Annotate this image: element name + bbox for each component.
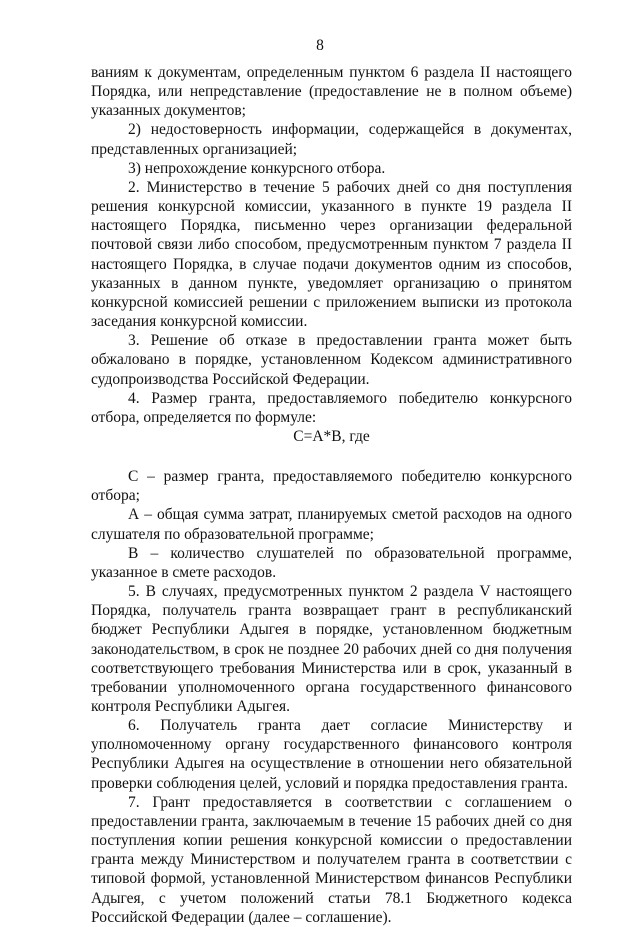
paragraph-clause-4: 4. Размер гранта, предоставляемого победителю конкурсного отбора, определяется по формуле:: [91, 389, 572, 426]
paragraph-clause-3: 3. Решение об отказе в предоставлении гранта может быть обжаловано в порядке, установленном Кодексом административного судопроизводства Российской Федерации.: [91, 332, 572, 388]
paragraph-clause-6: 6. Получатель гранта дает согласие Министерству и уполномоченному органу государственного финансового контроля Республики Адыгея на осуществление в отношении него обязательной проверки соблюдения целей, условий и порядка предоставления гранта.: [91, 717, 572, 792]
paragraph-clause-5: 5. В случаях, предусмотренных пунктом 2 раздела V настоящего Порядка, получатель гранта возвращает грант в республиканский бюджет Республики Адыгея в порядке, установленном бюджетным законодательством, в срок не позднее 20 рабочих дней со дня получения соответствующего требования Министерства или в срок, указанный в требовании уполномоченного органа государственного финансового контроля Республики Адыгея.: [91, 583, 572, 715]
paragraph-item-2-invalid-info: 2) недостоверность информации, содержащейся в документах, представленных организацией;: [91, 121, 572, 158]
paragraph-clause-7: 7. Грант предоставляется в соответствии с соглашением о предоставлении гранта, заключаемым в течение 15 рабочих дней со дня поступления копии решения конкурсной комиссии о предоставлении гранта между Министерством и получателем гранта в соответствии с типовой формой, установленной Министерством финансов Республики Адыгея, с учетом положений статьи 78.1 Бюджетного кодекса Российской Федерации (далее – соглашение).: [91, 793, 572, 926]
paragraph-continuation: ваниям к документам, определенным пунктом 6 раздела II настоящего Порядка, или непредставление (предоставление не в полном объеме) указанных документов;: [91, 64, 572, 120]
paragraph-item-3-selection-failed: 3) непрохождение конкурсного отбора.: [128, 159, 386, 177]
document-body: [91, 63, 572, 927]
paragraph-clause-2: 2. Министерство в течение 5 рабочих дней со дня поступления решения конкурсной комиссии, указанного в пункте 19 раздела II настоящего Порядка, письменно через организации федеральной почтовой связи либо способом, предусмотренным пунктом 7 раздела II настоящего Порядка, в случае подачи документов одним из способов, указанных в данном пункте, уведомляет организацию о принятом конкурсной комиссией решении с приложением выписки из протокола заседания конкурсной комиссии.: [91, 178, 572, 331]
formula: C=A*B, где: [293, 427, 370, 445]
formula-definition-b: В – количество слушателей по образовательной программе, указанное в смете расходов.: [91, 544, 572, 581]
page-number: 8: [316, 37, 324, 54]
formula-definition-c: С – размер гранта, предоставляемого победителю конкурсного отбора;: [91, 468, 572, 505]
formula-definition-a: А – общая сумма затрат, планируемых сметой расходов на одного слушателя по образовательной программе;: [91, 506, 572, 543]
